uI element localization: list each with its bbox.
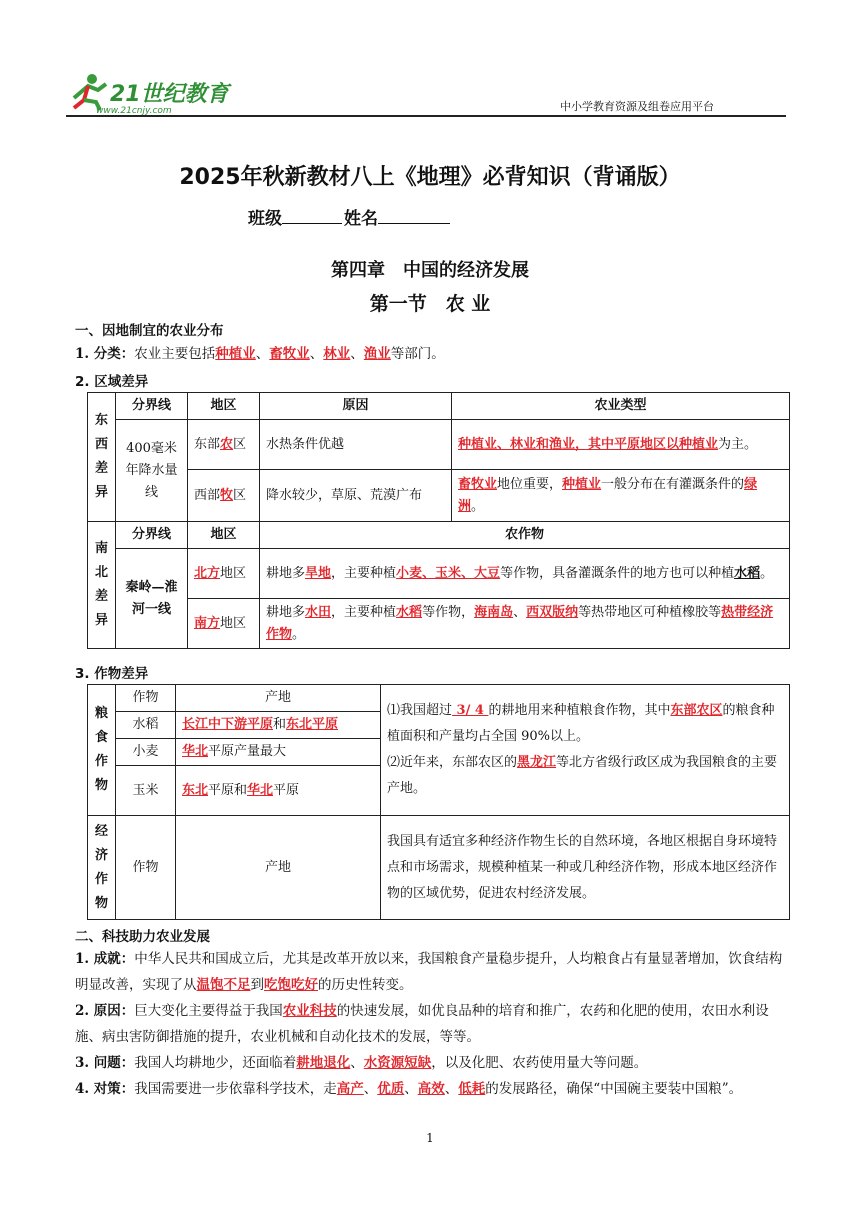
east-region: 东部农区 xyxy=(188,420,260,470)
section-title: 第一节 农 业 xyxy=(369,293,491,315)
platform-label: 中小学教育资源及组卷应用平台 xyxy=(560,100,714,113)
regional-diff-table xyxy=(87,392,790,649)
south-region: 南方地区 xyxy=(188,599,260,649)
heading-part2: 二、科技助力农业发展 xyxy=(75,929,210,945)
ns-diff-label: 南北差异 xyxy=(88,522,116,649)
document-title: 2025年秋新教材八上《地理》必背知识（背诵版） xyxy=(179,165,681,190)
name-label: 姓名 xyxy=(344,209,378,229)
logo-url: www.21cnjy.com xyxy=(96,106,172,116)
table-header: 分界线 xyxy=(116,522,188,549)
table-header: 作物 xyxy=(116,816,176,920)
crop-corn: 玉米 xyxy=(116,766,176,816)
crop-rice: 水稻 xyxy=(116,712,176,739)
item-regional-diff: 2. 区域差异 xyxy=(75,374,149,390)
item-achievement: 1. 成就：中华人民共和国成立后，尤其是改革开放以来，我国粮食产量稳步提升，人均粮食占有量显著增加，饮食结构明显改善，实现了从温饱不足到吃饱吃好的历史性转变。 xyxy=(75,951,783,993)
grain-note-2: ⑵近年来，东部农区的黑龙江等北方省级行政区成为我国粮食的主要产地。 xyxy=(387,755,778,796)
south-crops: 耕地多水田，主要种植水稻等作物，海南岛、西双版纳等热带地区可种植橡胶等热带经济作物。 xyxy=(260,599,790,649)
table-header: 农作物 xyxy=(260,522,790,549)
keyword: 种植业 xyxy=(215,346,256,362)
grain-note-1: ⑴我国超过 3/ 4 的耕地用来种植粮食作物，其中东部农区的粮食种植面积和产量均占全国 90%以上。 xyxy=(387,703,775,744)
west-type: 畜牧业地位重要，种植业一般分布在有灌溉条件的绿洲。 xyxy=(452,470,790,522)
table-header: 产地 xyxy=(176,816,381,920)
north-crops: 耕地多旱地，主要种植小麦、玉米、大豆等作物，具备灌溉条件的地方也可以种植水稻。 xyxy=(260,549,790,599)
grain-notes xyxy=(381,685,790,816)
econ-note: 我国具有适宜多种经济作物生长的自然环境，各地区根据自身环境特点和市场需求，规模种植某一种或几种经济作物，形成本地区经济作物的区域优势，促进农村经济发展。 xyxy=(381,816,790,920)
table-header: 原因 xyxy=(260,393,452,420)
table-header: 产地 xyxy=(176,685,381,712)
ew-boundary: 400毫米年降水量线 xyxy=(116,420,188,522)
crop-wheat: 小麦 xyxy=(116,739,176,766)
page-number: 1 xyxy=(426,1131,434,1145)
rice-place: 长江中下游平原和东北平原 xyxy=(176,712,381,739)
keyword: 林业 xyxy=(323,346,351,362)
east-reason: 水热条件优越 xyxy=(260,420,452,470)
chapter-title: 第四章 中国的经济发展 xyxy=(331,260,529,281)
wheat-place: 华北平原产量最大 xyxy=(176,739,381,766)
table-header: 农业类型 xyxy=(452,393,790,420)
table-header: 地区 xyxy=(188,522,260,549)
class-label: 班级 xyxy=(248,209,282,229)
item-problem: 3. 问题：我国人均耕地少，还面临着耕地退化、水资源短缺，以及化肥、农药使用量大等问题。 xyxy=(75,1055,648,1071)
class-name-line xyxy=(248,204,452,229)
class-blank[interactable] xyxy=(282,207,342,224)
item-label: 1. 分类： xyxy=(75,346,135,362)
site-logo xyxy=(66,70,236,116)
header-divider xyxy=(66,115,786,117)
item-classification: 1. 分类：农业主要包括种植业、畜牧业、林业、渔业等部门。 xyxy=(75,346,445,362)
crop-diff-table xyxy=(87,684,790,920)
table-header: 作物 xyxy=(116,685,176,712)
logo-text: 21世纪教育 xyxy=(110,82,229,107)
table-header: 分界线 xyxy=(116,393,188,420)
west-region: 西部牧区 xyxy=(188,470,260,522)
ew-diff-label: 东西差异 xyxy=(88,393,116,522)
name-blank[interactable] xyxy=(378,207,450,224)
item-countermeasure: 4. 对策：我国需要进一步依靠科学技术，走高产、优质、高效、低耗的发展路径，确保“中国碗主要装中国粮”。 xyxy=(75,1081,743,1097)
heading-part1: 一、因地制宜的农业分布 xyxy=(75,323,224,339)
econ-crops-label: 经济作物 xyxy=(88,816,116,920)
keyword: 渔业 xyxy=(363,346,391,362)
runner-logo-icon xyxy=(66,70,236,116)
grain-crops-label: 粮食作物 xyxy=(88,685,116,816)
east-type: 种植业、林业和渔业，其中平原地区以种植业为主。 xyxy=(452,420,790,470)
table-header: 地区 xyxy=(188,393,260,420)
item-crop-diff: 3. 作物差异 xyxy=(75,666,149,682)
west-reason: 降水较少，草原、荒漠广布 xyxy=(260,470,452,522)
corn-place: 东北平原和华北平原 xyxy=(176,766,381,816)
north-region: 北方地区 xyxy=(188,549,260,599)
ns-boundary: 秦岭—淮河一线 xyxy=(116,549,188,649)
item-reason: 2. 原因：巨大变化主要得益于我国农业科技的快速发展，如优良品种的培育和推广，农药和化肥的使用，农田水利设施、病虫害防御措施的提升，农业机械和自动化技术的发展，等等。 xyxy=(75,1003,769,1045)
keyword: 畜牧业 xyxy=(269,346,310,362)
